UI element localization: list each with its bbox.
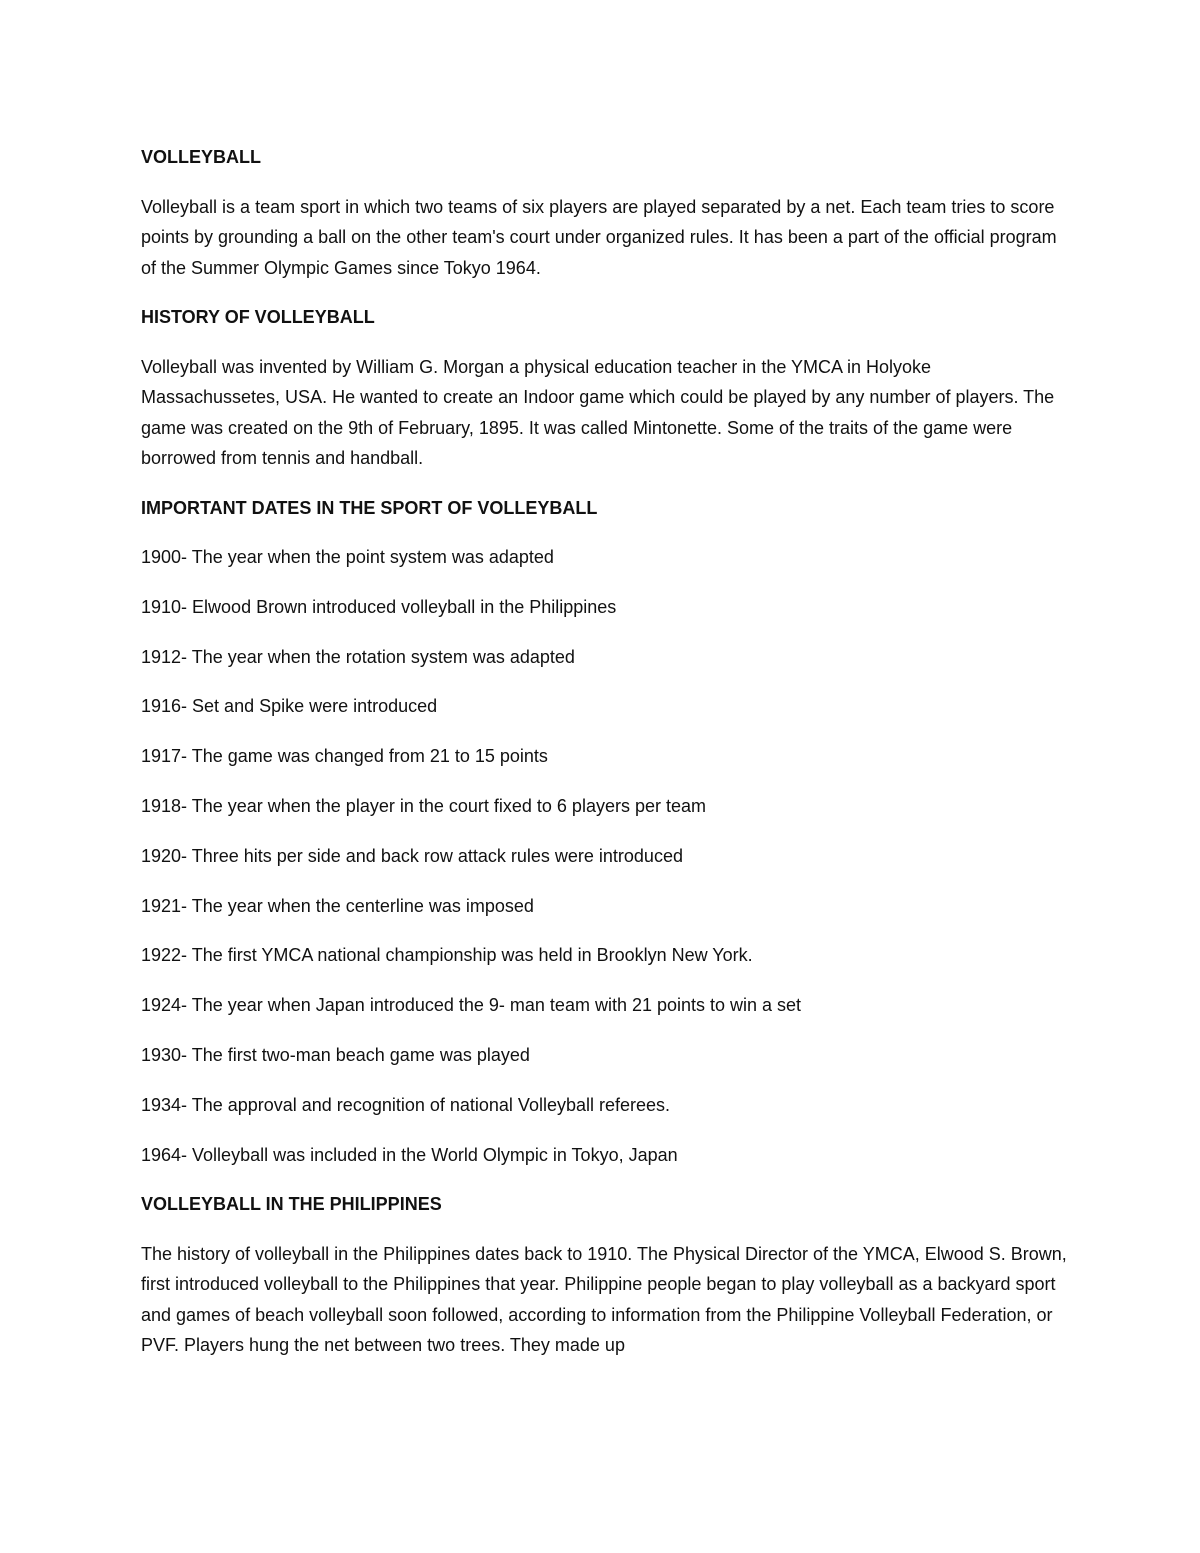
important-dates-list — [141, 542, 1071, 1170]
date-item: 1934- The approval and recognition of national Volleyball referees. — [141, 1094, 671, 1115]
philippines-paragraph: The history of volleyball in the Philippines dates back to 1910. The Physical Director of the YMCA, Elwood S. Brown, first introduced volleyball to the Philippines that year. Philippine people began to play volleyball as a backyard sport and games of beach volleyball soon followed, according to information from the Philippine Volleyball Federation, or PVF. Players hung the net between two trees. They made up — [141, 1243, 1067, 1356]
date-item: 1910- Elwood Brown introduced volleyball in the Philippines — [141, 596, 617, 617]
history-paragraph: Volleyball was invented by William G. Morgan a physical education teacher in the YMCA in Holyoke Massachussetes, USA. He wanted to create an Indoor game which could be played by any number of players. The game was created on the 9th of February, 1895. It was called Mintonette. Some of the traits of the game were borrowed from tennis and handball. — [141, 356, 1055, 468]
important-dates-heading: IMPORTANT DATES IN THE SPORT OF VOLLEYBALL — [141, 497, 598, 518]
intro-paragraph: Volleyball is a team sport in which two teams of six players are played separated by a net. Each team tries to score points by grounding a ball on the other team's court under organized rules. It has been a part of the official program of the Summer Olympic Games since Tokyo 1964. — [141, 196, 1057, 278]
date-item: 1924- The year when Japan introduced the 9- man team with 21 points to win a set — [141, 995, 802, 1016]
date-item: 1930- The first two-man beach game was played — [141, 1044, 530, 1065]
date-item: 1964- Volleyball was included in the World Olympic in Tokyo, Japan — [141, 1144, 678, 1165]
history-heading: HISTORY OF VOLLEYBALL — [141, 307, 375, 327]
date-item: 1922- The first YMCA national championship was held in Brooklyn New York. — [141, 945, 753, 966]
date-item: 1918- The year when the player in the court fixed to 6 players per team — [141, 795, 706, 816]
date-item: 1921- The year when the centerline was imposed — [141, 895, 534, 916]
date-item: 1912- The year when the rotation system was adapted — [141, 646, 575, 667]
date-item: 1920- Three hits per side and back row attack rules were introduced — [141, 845, 683, 866]
date-item: 1900- The year when the point system was adapted — [141, 547, 554, 567]
date-item: 1917- The game was changed from 21 to 15 points — [141, 746, 548, 767]
document-content — [141, 142, 1071, 1380]
philippines-heading: VOLLEYBALL IN THE PHILIPPINES — [141, 1194, 442, 1215]
document-title: VOLLEYBALL — [141, 147, 261, 167]
date-item: 1916- Set and Spike were introduced — [141, 696, 438, 717]
